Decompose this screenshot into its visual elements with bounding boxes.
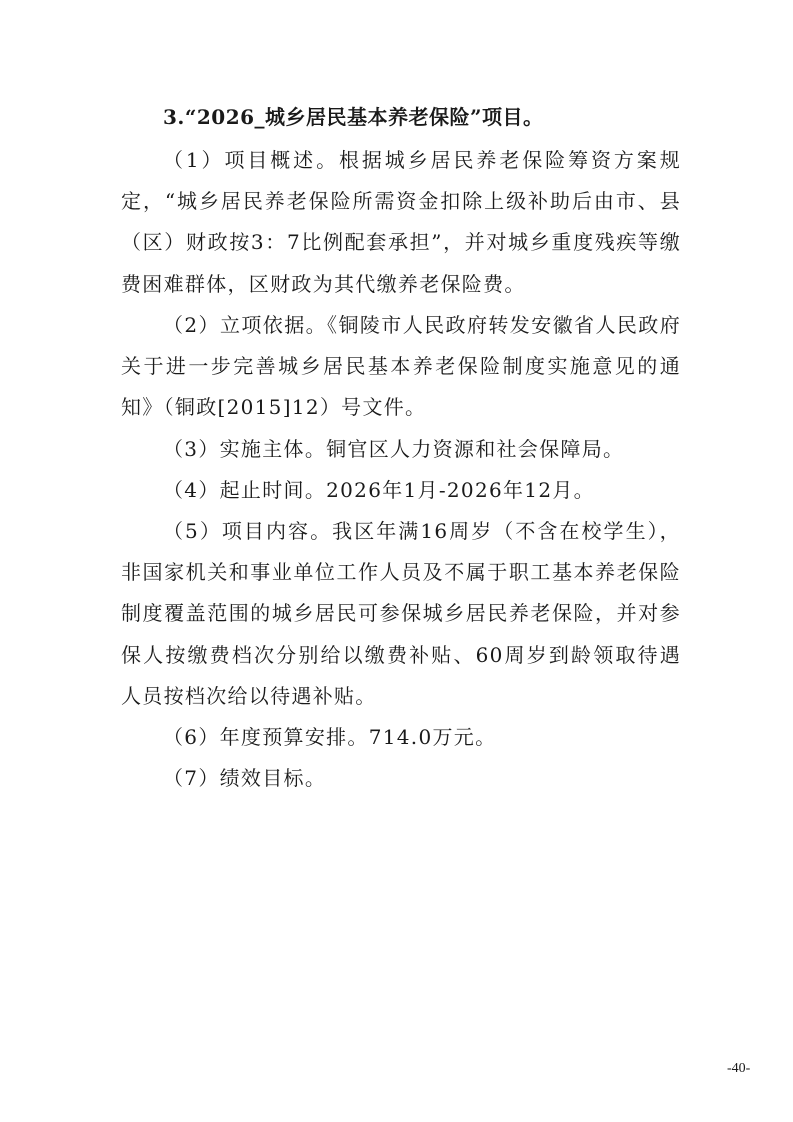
paragraph-project-basis: （2）立项依据。《铜陵市人民政府转发安徽省人民政府关于进一步完善城乡居民基本养老保险制度实施意见的通知》（铜政[2015]12）号文件。	[121, 313, 681, 420]
paragraph-project-overview: （1）项目概述。根据城乡居民养老保险筹资方案规定，“城乡居民养老保险所需资金扣除上级补助后由市、县（区）财政按3：7比例配套承担”，并对城乡重度残疾等缴费困难群体，区财政为其代缴养老保险费。	[121, 148, 681, 296]
paragraph-implementing-body: （3）实施主体。铜官区人力资源和社会保障局。	[163, 437, 625, 461]
section-heading: 3.“2026_城乡居民基本养老保险”项目。	[163, 105, 544, 129]
paragraph-annual-budget: （6）年度预算安排。714.0万元。	[163, 725, 497, 749]
paragraph-time-period: （4）起止时间。2026年1月-2026年12月。	[163, 478, 595, 502]
paragraph-performance-goals: （7）绩效目标。	[163, 766, 327, 790]
paragraph-project-content: （5）项目内容。我区年满16周岁（不含在校学生），非国家机关和事业单位工作人员及不属于职工基本养老保险制度覆盖范围的城乡居民可参保城乡居民养老保险，并对参保人按缴费档次分别给以缴费补贴、60周岁到龄领取待遇人员按档次给以待遇补贴。	[121, 519, 681, 708]
page-number: -40-	[727, 1061, 751, 1076]
